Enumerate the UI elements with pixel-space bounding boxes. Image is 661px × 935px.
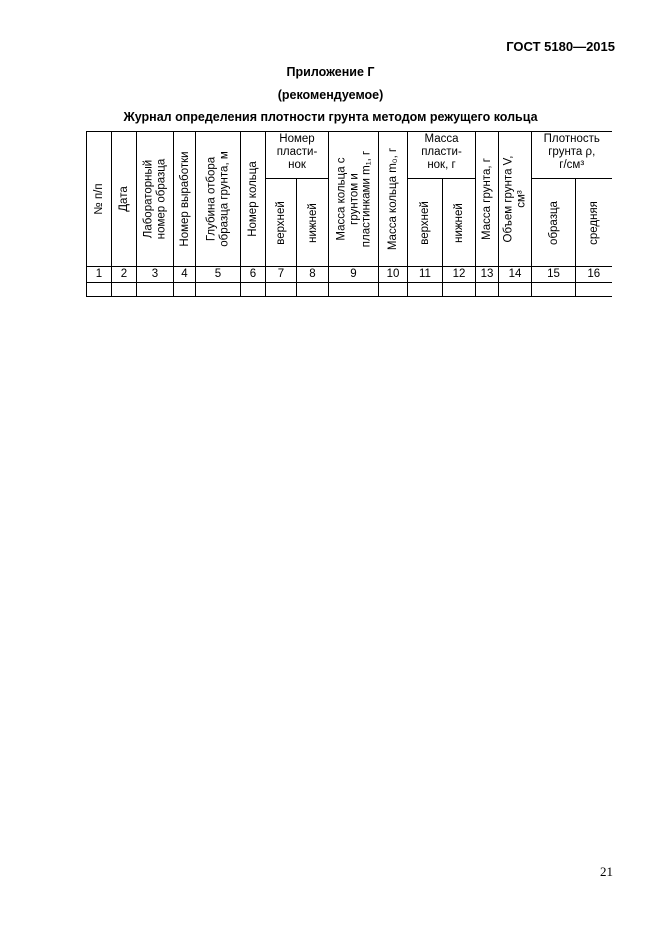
page-number: 21 [600,864,613,879]
standard-code: ГОСТ 5180—2015 [506,39,615,54]
empty-cell[interactable] [112,283,137,297]
column-number: 8 [297,267,329,283]
empty-cell[interactable] [137,283,174,297]
col-ring-mass-header: Масса кольца m₀, г [379,132,408,267]
col-lab-sample-header: Лабораторный номер образца [137,132,174,267]
column-number: 6 [241,267,266,283]
col-upper-plate-number-header: верхней [266,179,297,267]
table-caption: Журнал определения плотности грунта методом режущего кольца [123,110,538,124]
col-depth-header: Глубина отбора образца грунта, м [196,132,241,267]
column-number: 3 [137,267,174,283]
col-sample-density-header: образца [532,179,576,267]
column-number: 5 [196,267,241,283]
column-number: 2 [112,267,137,283]
column-number: 16 [576,267,612,283]
group-plate-mass-header: Масса пласти- нок, г [408,132,476,179]
empty-cell[interactable] [297,283,329,297]
column-number: 12 [443,267,476,283]
column-number: 9 [329,267,379,283]
empty-cell[interactable] [196,283,241,297]
empty-cell[interactable] [476,283,499,297]
empty-cell[interactable] [266,283,297,297]
empty-cell[interactable] [329,283,379,297]
col-number-header: № п/п [87,132,112,267]
col-date-header: Дата [112,132,137,267]
column-number: 11 [408,267,443,283]
column-number: 15 [532,267,576,283]
empty-cell[interactable] [443,283,476,297]
col-soil-mass-header: Масса грунта, г [476,132,499,267]
empty-cell[interactable] [379,283,408,297]
table-row [87,283,612,297]
group-plate-number-header: Номер пласти- нок [266,132,329,179]
appendix-status: (рекомендуемое) [277,88,384,102]
col-average-density-header: средняя [576,179,612,267]
empty-cell[interactable] [576,283,612,297]
column-number-row [87,267,612,283]
col-lower-plate-mass-header: нижней [443,179,476,267]
empty-cell[interactable] [408,283,443,297]
col-upper-plate-mass-header: верхней [408,179,443,267]
col-ring-soil-mass-header: Масса кольца с грунтом и пластинками m₁, г [329,132,379,267]
empty-cell[interactable] [87,283,112,297]
column-number: 4 [174,267,196,283]
col-soil-volume-header: Объем грунта V, см³ [499,132,532,267]
column-number: 10 [379,267,408,283]
column-number: 7 [266,267,297,283]
column-number: 13 [476,267,499,283]
group-density-header: Плотность грунта ρ, г/см³ [532,132,612,179]
empty-cell[interactable] [174,283,196,297]
col-lower-plate-number-header: нижней [297,179,329,267]
empty-cell[interactable] [532,283,576,297]
col-excavation-header: Номер выработки [174,132,196,267]
empty-cell[interactable] [499,283,532,297]
column-number: 1 [87,267,112,283]
empty-cell[interactable] [241,283,266,297]
density-journal-table [86,131,612,297]
column-number: 14 [499,267,532,283]
appendix-title: Приложение Г [286,65,375,79]
col-ring-number-header: Номер кольца [241,132,266,267]
